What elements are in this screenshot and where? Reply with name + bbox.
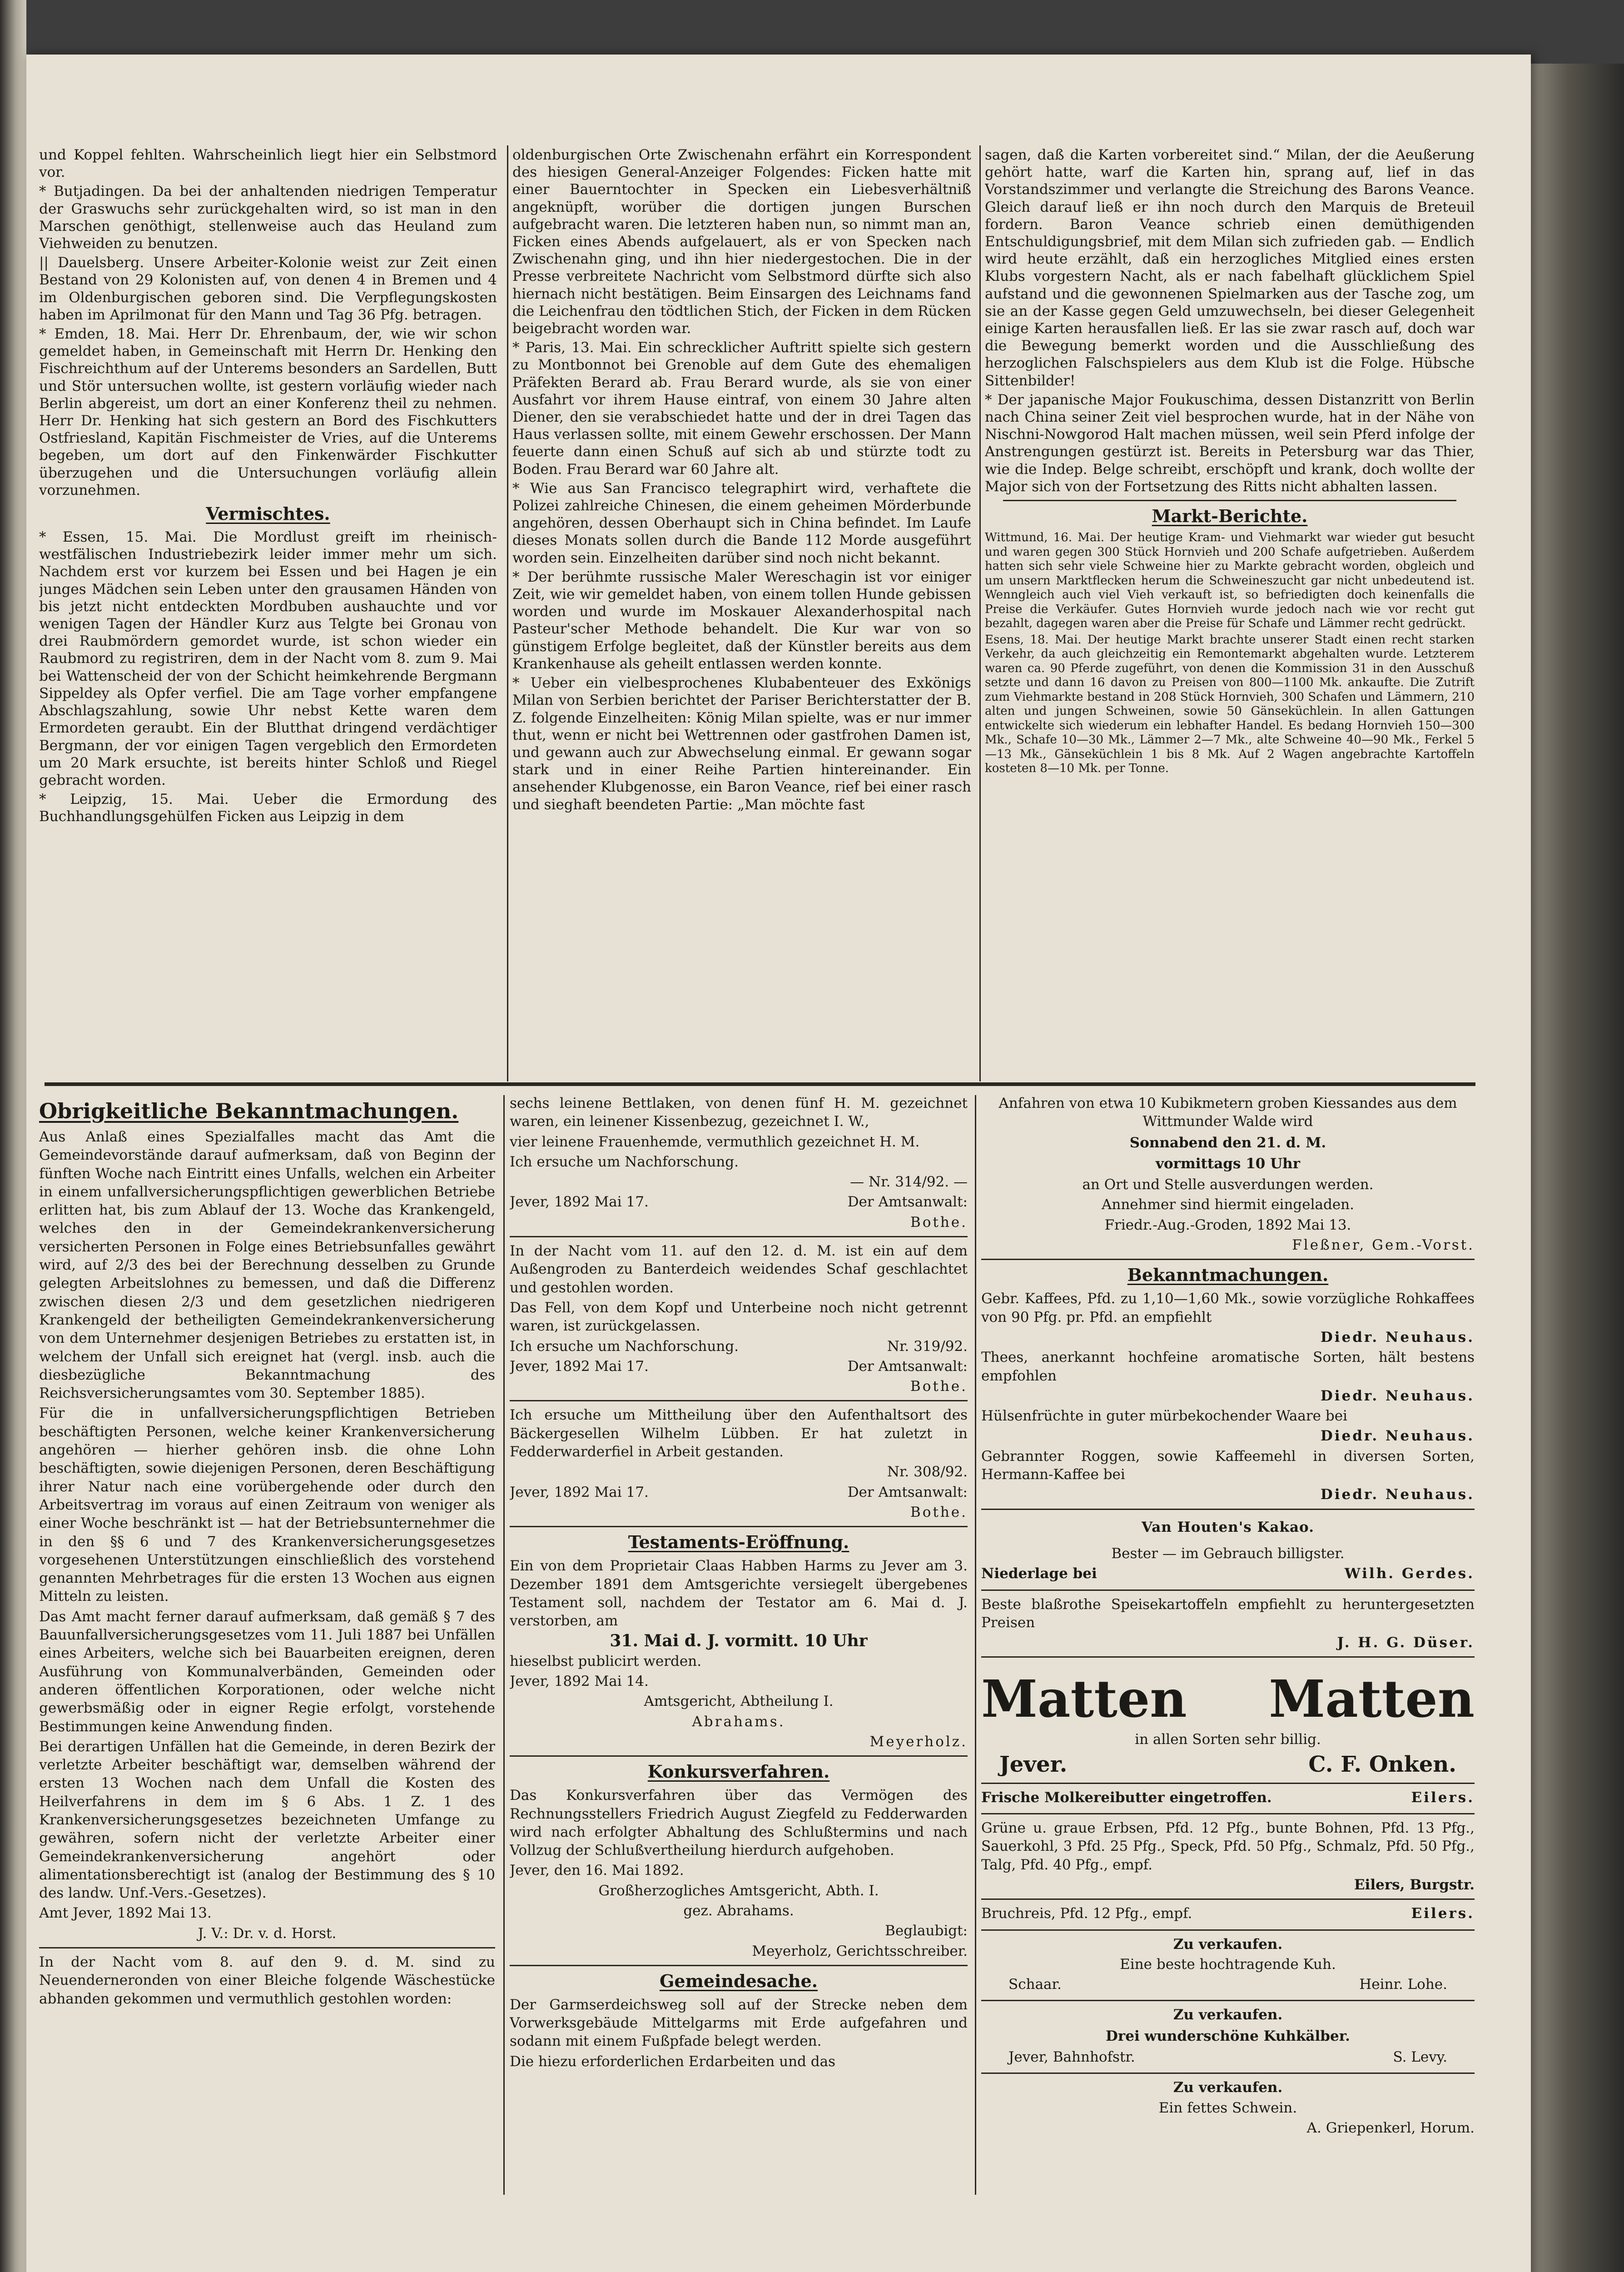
ad-text: Frische Molkereibutter eingetroffen. [981, 1789, 1272, 1806]
notice-text: Das Konkursverfahren über das Vermögen des Rechnungsstellers Friedrich August Ziegfeld zu Fedderwarden wird nach erfolgter Abhaltung des Schlußtermins und nach Vollzug der Schlußvertheilung hierdurch aufgehoben. [510, 1787, 968, 1859]
separator [981, 1929, 1475, 1931]
ad-place: Jever, Bahnhofstr. [1008, 2048, 1135, 2065]
certification: Beglaubigt: [885, 1923, 968, 1939]
ad-text: Bruchreis, Pfd. 12 Pfg., empf. [981, 1905, 1192, 1922]
mats-ad-headline [981, 1671, 1475, 1728]
column-1-news [39, 146, 497, 1078]
notice-text: Die hiezu erforderlichen Erdarbeiten und das [510, 2053, 835, 2070]
column-3-ads [981, 1094, 1475, 2198]
separator [981, 1783, 1475, 1784]
previous-page-edge [0, 0, 26, 2272]
column-rule [507, 145, 508, 1081]
ad-time: vormittags 10 Uhr [1155, 1155, 1301, 1172]
section-heading: Obrigkeitliche Bekanntmachungen. [39, 1099, 459, 1123]
section-heading: Konkursverfahren. [647, 1761, 830, 1782]
section-heading: Vermischtes. [206, 503, 330, 524]
article-text: * Wie aus San Francisco telegraphirt wird, verhaftete die Polizei zahlreiche Chinesen, die einem geheimen Mörderbunde angehören, dessen Oberhaupt sich in China befindet. Im Laufe dieses Monats sollen durch die Bande 112 Morde ausgeführt worden sein. Einzelheiten darüber sind noch nicht bekannt. [512, 480, 971, 566]
separator [510, 1965, 968, 1966]
ad-text: Grüne u. graue Erbsen, Pfd. 12 Pfg., bunte Bohnen, Pfd. 13 Pfg., Sauerkohl, 3 Pfd. 25 Pfg., Speck, Pfd. 50 Pfg., Schmalz, Pfd. 50 Pfg., Talg, Pfd. 40 Pfg., empf. [981, 1820, 1475, 1873]
ad-signature: A. Griepenkerl, Horum. [1306, 2119, 1475, 2136]
article-text: sagen, daß die Karten vorbereitet sind.“ Milan, der die Aeußerung gehört hatte, warf die Karten hin, sprang auf, lief in das Vorstandszimmer und verlangte die Streichung des Barons Veance. Gleich darauf ließ er ihn noch durch den Marquis de Breteuil fordern. Baron Veance schrieb einen demüthigenden Entschuldigungsbrief, mit dem Milan sich zufrieden gab. — Endlich wird heute erzählt, daß ein herzogliches Mitglied eines ersten Klubs vorgestern Nacht, als er nach fabelhaft glücklichem Spiel aufstand und die gewonnenen Spielmarken aus der Tasche zog, um sie an der Kasse gegen Geld umzuwechseln, bei dieser Gelegenheit einige Karten herausfallen ließ. Er las sie zwar rasch auf, doch war die Bewegung bemerkt worden und die Ausschließung des herzoglichen Falschspielers aus dem Klub ist die Folge. Hübsche Sittenbilder! [985, 147, 1475, 389]
column-2-news [512, 146, 971, 1078]
notice-text: Amt Jever, 1892 Mai 13. [39, 1905, 212, 1922]
ad-text: Gebr. Kaffees, Pfd. zu 1,10—1,60 Mk., sowie vorzügliche Rohkaffees von 90 Pfg. pr. Pfd. an empfiehlt [981, 1290, 1475, 1325]
ad-signature: S. Levy. [1393, 2048, 1447, 2065]
article-text: * Der japanische Major Foukuschima, dessen Distanzritt von Berlin nach China seiner Zeit viel besprochen wurde, hat in der Nähe von Nischni-Nowgorod Halt machen müssen, weil sein Pferd infolge der Anstrengungen gestürzt ist. Bereits in Petersburg war das Thier, wie die Indep. Belge schreibt, erschöpft und krank, doch wollte der Major sich von der Fortsetzung des Ritts nicht abhalten lassen. [985, 391, 1475, 495]
office: Der Amtsanwalt: [847, 1194, 968, 1211]
separator [981, 2073, 1475, 2074]
ad-text: Thees, anerkannt hochfeine aromatische Sorten, hält bestens empfohlen [981, 1349, 1475, 1384]
ad-text: Beste blaßrothe Speisekartoffeln empfiehlt zu heruntergesetzten Preisen [981, 1596, 1475, 1631]
place-date: Jever, den 16. Mai 1892. [510, 1862, 684, 1879]
reference-number: — Nr. 314/92. — [850, 1174, 968, 1191]
column-2-notices [510, 1094, 968, 2198]
ad-heading: Zu verkaufen. [1173, 2007, 1283, 2023]
article-text: * Der berühmte russische Maler Wereschagin ist vor einiger Zeit, wie wir gemeldet haben, von einem tollen Hunde gebissen worden und wurde im Moskauer Alexanderhospital nach Pasteur'scher Methode behandelt. Die Kur war von so günstigem Erfolge begleitet, daß der Künstler bereits aus dem Krankenhause als geheilt entlassen werden konnte. [512, 568, 971, 672]
article-text: || Dauelsberg. Unsere Arbeiter-Kolonie weist zur Zeit einen Bestand von 29 Kolonisten auf, von denen 4 in Bremen und 4 im Oldenburgischen geboren sind. Die Verpflegungskosten haben im Aprilmonat für den Mann und Tag 36 Pfg. betragen. [39, 254, 497, 323]
signature: Meyerholz, Gerichtsschreiber. [752, 1943, 968, 1959]
notice-text: Das Amt macht ferner darauf aufmerksam, daß gemäß § 7 des Bauunfallversicherungsgesetzes vom 11. Juli 1887 bei Unfällen eines Arbeiters, welche sich bei Bauarbeiten ereignen, deren Ausführung von Kommunalverbänden, Gemeinden oder anderen öffentlichen Korporationen, oder welche nicht gewerbsmäßig oder in eigner Regie erfolgt, vorstehende Bestimmungen keine Anwendung finden. [39, 1608, 495, 1735]
calves-ad-headline: Drei wunderschöne Kuhkälber. [1106, 2028, 1350, 2044]
article-text: Wittmund, 16. Mai. Der heutige Kram- und Viehmarkt war wieder gut besucht und waren gegen 300 Stück Hornvieh und 200 Schafe aufgetrieben. Außerdem hatten sich sehr viele Schweine hier zu Markte gebracht worden, obgleich und um unsern Marktflecken herum die Schweineszucht gar nicht unbedeutend ist. Wenngleich auch viel Vieh verkauft ist, so befriedigten doch keinenfalls die Preise die Verkäufer. Gutes Hornvieh wurde jedoch nach wie vor recht gut bezahlt, dagegen waren aber die Preise für Schafe und Lämmer recht gedrückt. [985, 531, 1475, 631]
ad-text: an Ort und Stelle ausverdungen werden. [1082, 1176, 1374, 1193]
ad-place: Jever. [999, 1751, 1068, 1777]
section-heading: Bekanntmachungen. [1127, 1265, 1329, 1285]
ad-signature: Diedr. Neuhaus. [1320, 1428, 1475, 1445]
ad-signature: Heinr. Lohe. [1359, 1976, 1447, 1993]
notice-text: Aus Anlaß eines Spezialfalles macht das Amt die Gemeindevorstände darauf aufmerksam, daß von Beginn der fünften Woche nach Eintritt eines Unfalls, welchen ein Arbeiter in einem unfallversicherungspflichtigen gewerblichen Betriebe erlitten hat, bis zum Ablauf der 13. Woche das Krankengeld, welches den in der Gemeindekrankenversicherung versicherten Personen in Folge eines Betriebsunfalles gewährt wird, auf 2/3 des bei der Berechnung desselben zu Grunde gelegten Arbeitslohnes zu bemessen, und daß die Differenz zwischen diesen 2/3 und dem gesetzlichen niedrigeren Krankengeld der betheiligten Gemeindekrankenversicherung von dem Unternehmer desjenigen Betriebes zu erstatten ist, in welchem der Unfall sich ereignet hat (vergl. insb. auch die diesbezügliche Bekanntmachung des Reichsversicherungsamtes vom 30. September 1885). [39, 1129, 495, 1402]
ad-text: Gebrannter Roggen, sowie Kaffeemehl in diversen Sorten, Hermann-Kaffee bei [981, 1448, 1475, 1483]
ad-signature: Eilers. [1411, 1789, 1475, 1806]
article-text: Esens, 18. Mai. Der heutige Markt brachte unserer Stadt einen recht starken Verkehr, da auch gleichzeitig ein Remontemarkt abgehalten wurde. Letzterem waren ca. 90 Pferde zugeführt, von denen die Kommission 31 in den Ausschuß setzte und dann 16 davon zu Preisen von 800—1100 Mk. ankaufte. Die Zutrift zum Viehmarkte bestand in 208 Stück Hornvieh, 300 Schafen und Lämmern, 210 alten und jungen Schweinen, sowie 50 Gänseküchlein. In allen Gattungen entwickelte sich wiederum ein lebhafter Handel. Es bedang Hornvieh 150—300 Mk., Schafe 10—30 Mk., Lämmer 2—7 Mk., alte Schweine 40—90 Mk., Ferkel 5—13 Mk., Gänseküchlein 1 bis 8 Mk. Auf 2 Wagen angebrachte Kartoffeln kosteten 8—10 Mk. per Tonne. [985, 633, 1475, 776]
notice-text: Bei derartigen Unfällen hat die Gemeinde, in deren Bezirk der verletzte Arbeiter beschäftigt war, demselben während der ersten 13 Wochen nach dem Unfall die Kosten des Heilverfahrens in dem im § 6 Abs. 1 Z. 1 des Krankenversicherungsgesetzes bezeichneten Umfange zu gewähren, sofern nicht der verletzte Arbeiter einer Gemeindekrankenversicherung angehört oder alimentationsberechtigt ist (analog der Bestimmung des § 10 des landw. Unf.-Vers.-Gesetzes). [39, 1738, 495, 1902]
section-rule [45, 1082, 1475, 1086]
article-text: * Ueber ein vielbesprochenes Klubabenteuer des Exkönigs Milan von Serbien berichtet der Pariser Berichterstatter der B. Z. folgende Einzelheiten: König Milan spielte, was er nur immer thut, wenn er nicht bei Wettrennen oder gastfrohen Damen ist, und gewann auch zur Abwechselung einmal. Er gewann sogar stark und in einer Reihe Partien hintereinander. Ein ansehender Klubgenosse, ein Baron Veance, rief bei einer rasch und sieghaft beendeten Partie: „Man möchte fast [512, 675, 971, 813]
article-text: * Butjadingen. Da bei der anhaltenden niedrigen Temperatur der Graswuchs sehr zurückgehalten wird, so ist man in den Marschen genöthigt, stellenweise auch das Heuland zum Viehweiden zu benutzen. [39, 183, 497, 252]
article-text: * Paris, 13. Mai. Ein schrecklicher Auftritt spielte sich gestern zu Montbonnot bei Grenoble auf dem Gute des ehemaligen Präfekten Berard ab. Frau Berard wurde, als sie von einer Ausfahrt vor ihrem Hause eintraf, von einem 30 Jahre alten Diener, den sie verabschiedet hatte und der in drei Tagen das Haus verlassen sollte, mit einem Gewehr erschossen. Der Mann feuerte dann einen Schuß auf sich ab und stürzte todt zu Boden. Frau Berard war 60 Jahre alt. [512, 339, 971, 478]
reference-number: Nr. 308/92. [887, 1464, 968, 1480]
section-heading: Gemeindesache. [659, 1970, 818, 1991]
ad-text: Ein fettes Schwein. [1158, 2099, 1297, 2116]
section-heading: Markt-Berichte. [1152, 506, 1308, 527]
notice-text: In der Nacht vom 11. auf den 12. d. M. ist ein auf dem Außengroden zu Banterdeich weidendes Schaf geschlachtet und gestohlen worden. [510, 1243, 968, 1296]
ad-signature: Eilers, Burgstr. [1354, 1876, 1475, 1893]
notice-text: hieselbst publicirt werden. [510, 1653, 702, 1669]
column-rule [975, 1095, 976, 2195]
ad-signature: Eilers. [1411, 1905, 1475, 1922]
notice-text: vier leinene Frauenhemde, vermuthlich gezeichnet H. M. [510, 1133, 920, 1150]
separator [981, 1509, 1475, 1510]
separator [981, 1259, 1475, 1260]
signature: gez. Abrahams. [683, 1902, 794, 1919]
ad-text: Hülsenfrüchte in guter mürbekochender Waare bei [981, 1408, 1347, 1425]
ad-text: Eine beste hochtragende Kuh. [1120, 1956, 1336, 1973]
ad-text: Niederlage bei [981, 1565, 1097, 1582]
cocoa-ad-headline: Van Houten's Kakao. [1142, 1519, 1314, 1535]
article-text: * Essen, 15. Mai. Die Mordlust greift im rheinisch-westfälischen Industriebezirk leider immer mehr um sich. Nachdem erst vor kurzem bei Essen und bei Hagen je ein junges Mädchen sein Leben unter den grausamen Händen von bis jetzt nicht entdeckten Mordbuben aushauchte und vor wenigen Tagen der Händler Kurz aus Telgte bei Gronau von drei Raubmördern gemordet wurde, ist schon wieder ein Raubmord zu registriren, dem in der Nacht vom 8. zum 9. Mai bei Wattenscheid der von der Schicht heimkehrende Bergmann Sippeldey als Opfer verfiel. Die am Tage vorher empfangene Abschlagszahlung, sowie Uhr nebst Kette waren dem Ermordeten geraubt. Ein der Blutthat dringend verdächtiger Bergmann, der vor einigen Tagen vergeblich den Ermordeten um 20 Mark ersuchte, ist bereits hinter Schloß und Riegel gebracht worden. [39, 529, 497, 788]
ad-signature: J. H. G. Düser. [1337, 1634, 1475, 1651]
ad-text: in allen Sorten sehr billig. [1135, 1731, 1321, 1748]
separator [981, 2000, 1475, 2001]
publication-date: 31. Mai d. J. vormitt. 10 Uhr [610, 1631, 868, 1651]
signature: Fleßner, Gem.-Vorst. [1292, 1237, 1475, 1254]
ad-text: Anfahren von etwa 10 Kubikmetern groben Kiessandes aus dem Wittmunder Walde wird [998, 1095, 1457, 1130]
place-date: Jever, 1892 Mai 17. [510, 1484, 649, 1500]
reference-number: Nr. 319/92. [887, 1338, 968, 1355]
ad-signature: Wilh. Gerdes. [1344, 1565, 1475, 1582]
ad-date: Sonnabend den 21. d. M. [1129, 1134, 1326, 1151]
notice-text: Für die in unfallversicherungspflichtigen Betrieben beschäftigten Personen, welche keiner Krankenversicherung angehören — hierher gehören insb. die ohne Lohn beschäftigten, sowie diejenigen Personen, deren Beschäftigung ihrer Natur nach eine vorübergehende oder durch den Arbeitsvertrag im voraus auf einen Zeitraum von weniger als einer Woche beschränkt ist — hat der Betriebsunternehmer die in den §§ 6 und 7 des Krankenversicherungsgesetzes vorgesehenen Unterstützungen einschließlich des vorstehend genannten Mehrbetrages für die ersten 13 Wochen aus eignen Mitteln zu leisten. [39, 1405, 495, 1605]
ad-heading: Zu verkaufen. [1173, 2079, 1283, 2096]
office: Der Amtsanwalt: [847, 1358, 968, 1375]
separator [39, 1947, 495, 1948]
column-3-news [985, 146, 1475, 1078]
ad-text: Bester — im Gebrauch billigster. [1111, 1545, 1345, 1562]
newspaper-page [26, 55, 1531, 2272]
article-text: und Koppel fehlten. Wahrscheinlich liegt hier ein Selbstmord vor. [39, 147, 497, 181]
ad-signature: Diedr. Neuhaus. [1320, 1329, 1475, 1345]
ad-place: Schaar. [1008, 1976, 1062, 1993]
court: Großherzogliches Amtsgericht, Abth. I. [598, 1882, 879, 1899]
ad-signature: Diedr. Neuhaus. [1320, 1486, 1475, 1503]
article-text: * Emden, 18. Mai. Herr Dr. Ehrenbaum, der, wie wir schon gemeldet haben, in Gemeinschaft mit Herrn Dr. Henking den Fischreichthum auf der Unterems besonders an Sardellen, Butt und Stör untersuchen wollte, ist gestern vorläufig wieder nach Berlin abgereist, um dort an einer Konferenz theil zu nehmen. Herr Dr. Henking hat sich gestern an Bord des Fischkutters Ostfriesland, Kapitän Fischmeister de Vries, auf die Unterems begeben, um dort auf den Finkenwärder Fischkutter überzugehen und die Untersuchungen vorläufig allein vorzunehmen. [39, 326, 497, 498]
separator [510, 1526, 968, 1527]
notice-text: Der Garmserdeichsweg soll auf der Strecke neben dem Vorwerksgebäude Mittelgarms mit Erde aufgefahren und sodann mit einem Fußpfade belegt werden. [510, 1996, 968, 2050]
place-date: Friedr.-Aug.-Groden, 1892 Mai 13. [1104, 1216, 1351, 1233]
section-heading: Testaments-Eröffnung. [628, 1532, 849, 1553]
office: Der Amtsanwalt: [847, 1484, 968, 1500]
court: Amtsgericht, Abtheilung I. [644, 1693, 834, 1710]
market-reports [985, 531, 1475, 776]
notice-text: sechs leinene Bettlaken, von denen fünf H. M. gezeichnet waren, ein leinener Kissenbezug, gezeichnet I. W., [510, 1095, 968, 1130]
notice-text: Ich ersuche um Nachforschung. [510, 1153, 739, 1170]
mats-word: Matten [981, 1669, 1187, 1729]
separator [510, 1755, 968, 1757]
signature: Bothe. [910, 1378, 968, 1395]
ad-text: Annehmer sind hiermit eingeladen. [1101, 1196, 1355, 1213]
signature: Meyerholz. [869, 1733, 968, 1750]
ad-signature: Diedr. Neuhaus. [1320, 1387, 1475, 1404]
article-text: * Leipzig, 15. Mai. Ueber die Ermordung des Buchhandlungsgehülfen Ficken aus Leipzig in dem [39, 791, 497, 825]
notice-text: Das Fell, von dem Kopf und Unterbeine noch nicht getrennt waren, ist zurückgelassen. [510, 1299, 968, 1335]
separator [981, 1589, 1475, 1591]
ad-heading: Zu verkaufen. [1173, 1936, 1283, 1953]
notice-text: Ich ersuche um Nachforschung. [510, 1338, 739, 1355]
place-date: Jever, 1892 Mai 17. [510, 1358, 649, 1375]
separator [981, 1813, 1475, 1814]
place-date: Jever, 1892 Mai 14. [510, 1673, 649, 1690]
notice-text: In der Nacht vom 8. auf den 9. d. M. sind zu Neuenderneronden von einer Bleiche folgende Wäschestücke abhanden gekommen und vermuthlich gestohlen worden: [39, 1954, 495, 2007]
column-rule [503, 1095, 505, 2195]
separator [981, 1656, 1475, 1658]
signature: Bothe. [910, 1504, 968, 1520]
mats-word: Matten [1269, 1669, 1475, 1729]
signature: J. V.: Dr. v. d. Horst. [198, 1925, 337, 1942]
page-edge-shadow [1531, 64, 1624, 2272]
column-rule [979, 145, 981, 1081]
article-text: oldenburgischen Orte Zwischenahn erfährt ein Korrespondent des hiesigen General-Anzeiger Folgendes: Ficken hatte mit einer Bauerntochter in Specken ein Liebesverhältniß angeknüpft, worüber die dortigen jungen Burschen aufgebracht waren. Die letzteren haben nun, so nimmt man an, Ficken eines Abends aufgelauert, als er von Specken nach Zwischenahn ging, und ihn hier niedergestochen. Die in der Presse verbreitete Nachricht vom Selbstmord dürfte sich also hiernach nicht bestätigen. Beim Einsargen des Leichnams fand die Leichenfrau den tödtlichen Stich, der Ficken in dem Rücken beigebracht worden war. [512, 147, 971, 337]
notice-text: Ich ersuche um Mittheilung über den Aufenthaltsort des Bäckergesellen Wilhelm Lübben. Er hat zuletzt in Fedderwarderfiel in Arbeit gestanden. [510, 1407, 968, 1460]
separator [1003, 500, 1456, 501]
notice-text: Ein von dem Proprietair Claas Habben Harms zu Jever am 3. Dezember 1891 dem Amtsgerichte versiegelt übergebenes Testament soll, nachdem der Testator am 6. Mai d. J. verstorben, am [510, 1558, 968, 1629]
signature: Bothe. [910, 1214, 968, 1231]
column-1-notices [39, 1094, 495, 2198]
separator [510, 1236, 968, 1237]
signature: Abrahams. [692, 1713, 785, 1730]
place-date: Jever, 1892 Mai 17. [510, 1194, 649, 1211]
separator [981, 1898, 1475, 1900]
separator [510, 1400, 968, 1401]
ad-signature: C. F. Onken. [1308, 1751, 1456, 1777]
